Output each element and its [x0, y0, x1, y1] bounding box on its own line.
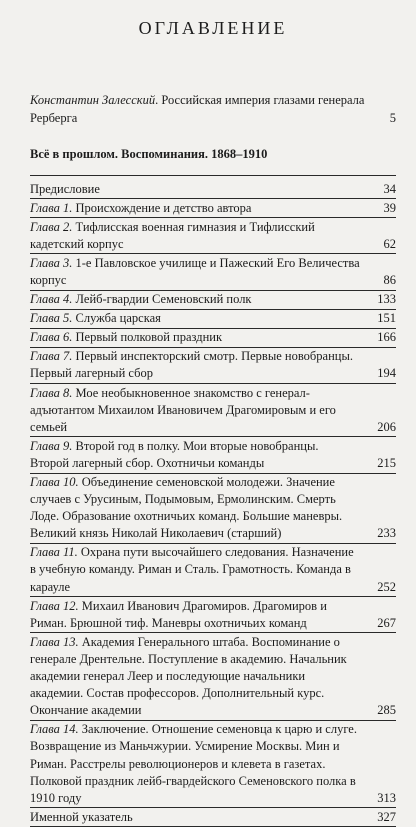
chapter-title: Первый полковой праздник [72, 330, 223, 345]
toc-entry[interactable] [30, 310, 396, 329]
page-number: 151 [377, 311, 396, 326]
toc-entry[interactable] [30, 329, 396, 348]
chapter-title: Тифлисская военная гимназия и Тифлисский кадетский корпус [30, 219, 315, 251]
toc-entry[interactable] [30, 384, 396, 437]
chapter-label: Глава 1. [30, 200, 73, 215]
toc-entry[interactable] [30, 633, 396, 720]
toc-entry[interactable] [30, 218, 396, 254]
page-number: 252 [377, 579, 396, 594]
toc-entry[interactable] [30, 808, 396, 827]
intro-text: . Российская империя глазами генерала Рерберга [30, 93, 365, 125]
chapter-label: Глава 9. [30, 438, 73, 453]
page-number: 86 [383, 272, 396, 287]
toc-entry[interactable] [30, 544, 396, 597]
toc-entry[interactable] [30, 437, 396, 473]
chapter-label: Глава 6. [30, 330, 73, 345]
page-number: 215 [377, 455, 396, 470]
toc-entry[interactable] [30, 348, 396, 384]
chapter-title: 1-е Павловское училище и Пажеский Его Величества корпус [30, 255, 360, 287]
page-number: 133 [377, 292, 396, 307]
page-number: 233 [377, 526, 396, 541]
toc-list [30, 180, 396, 827]
chapter-title: Предисловие [30, 181, 100, 196]
intro-entry [30, 91, 396, 127]
toc-entry[interactable] [30, 199, 396, 218]
toc-entry[interactable] [30, 254, 396, 290]
chapter-title: Михаил Иванович Драгомиров. Драгомиров и Риман. Брюшной тиф. Маневры охотничьих команд [30, 598, 327, 630]
chapter-label: Глава 7. [30, 349, 73, 364]
chapter-label: Глава 4. [30, 292, 73, 307]
toc-entry[interactable] [30, 291, 396, 310]
page-number: 34 [383, 181, 396, 196]
section-divider [30, 175, 396, 176]
chapter-title: Заключение. Отношение семеновца к царю и слуге. Возвращение из Маньчжурии. Усмирение Москвы. Мин и Риман. Расстрелы революционеров и клевета в газетах. Полковой праздник лейб-гвардейского Семеновского полка в 1910 году [30, 722, 357, 805]
page-number: 206 [377, 419, 396, 434]
chapter-title: Служба царская [72, 311, 161, 326]
page-number: 166 [377, 330, 396, 345]
chapter-title: Объединение семеновской молодежи. Значение случаев с Урусиным, Подымовым, Ермолинским. Смерть Лоде. Образование охотничьих команд. Большие маневры. Великий князь Николай Николаевич (старший) [30, 475, 343, 541]
page-number: 62 [383, 236, 396, 251]
toc-entry[interactable] [30, 597, 396, 633]
intro-author: Константин Залесский [30, 93, 156, 107]
chapter-label: Глава 11. [30, 545, 78, 560]
chapter-label: Глава 12. [30, 598, 79, 613]
section-title: Всё в прошлом. Воспоминания. 1868–1910 [30, 147, 268, 161]
chapter-title: Лейб-гвардии Семеновский полк [72, 292, 252, 307]
chapter-title: Академия Генерального штаба. Воспоминание о генерале Дрентельне. Поступление в академию. Начальник академии генерал Леер и последующие начальники академии. Состав профессоров. Дополнительный курс. Окончание академии [30, 634, 347, 718]
chapter-title: Второй год в полку. Мои вторые новобранцы. Второй лагерный сбор. Охотничьи команды [30, 438, 319, 470]
intro-page-number: 5 [389, 111, 396, 125]
chapter-label: Глава 3. [30, 255, 73, 270]
toc-entry[interactable] [30, 721, 396, 808]
page-number: 267 [377, 615, 396, 630]
chapter-label: Глава 5. [30, 311, 73, 326]
chapter-label: Глава 2. [30, 219, 73, 234]
chapter-title: Именной указатель [30, 809, 133, 824]
page-title: ОГЛАВЛЕНИЕ [138, 18, 288, 38]
chapter-title: Мое необыкновенное знакомство с генерал-адъютантом Михаилом Ивановичем Драгомировым и его семьей [30, 385, 336, 434]
toc-entry[interactable] [30, 474, 396, 544]
page-number: 194 [377, 366, 396, 381]
chapter-label: Глава 10. [30, 475, 79, 489]
toc-entry[interactable] [30, 180, 396, 199]
chapter-label: Глава 13. [30, 634, 79, 649]
chapter-label: Глава 14. [30, 722, 79, 737]
page-number: 39 [383, 200, 396, 215]
chapter-title: Происхождение и детство автора [72, 200, 252, 215]
chapter-title: Первый инспекторский смотр. Первые новобранцы. Первый лагерный сбор [30, 349, 353, 381]
page-number: 313 [377, 790, 396, 805]
page-number: 327 [377, 809, 396, 824]
page-number: 285 [377, 703, 396, 718]
chapter-label: Глава 8. [30, 385, 73, 400]
chapter-title: Охрана пути высочайшего следования. Назначение в учебную команду. Риман и Сталь. Грамотность. Команда в карауле [30, 545, 354, 594]
